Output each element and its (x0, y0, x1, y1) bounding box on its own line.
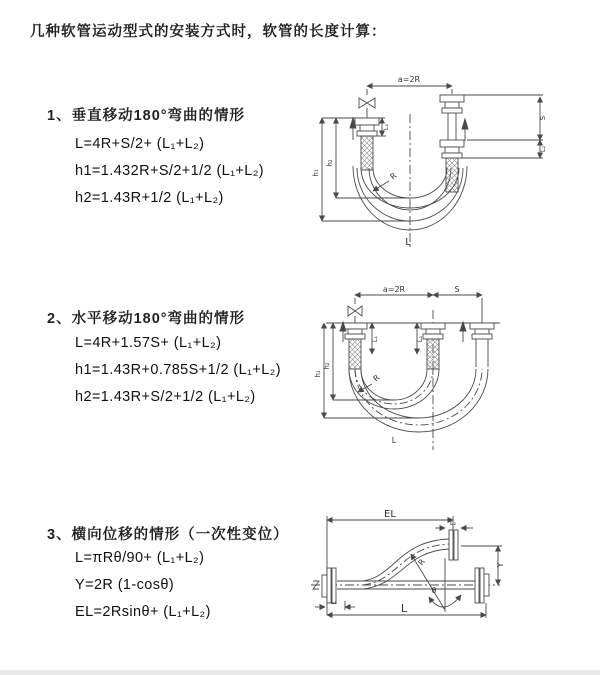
dim-label-l1: L₁ (330, 598, 338, 606)
pipe-assembly-right (470, 323, 494, 367)
section-2-formula-h2: h2=1.43R+S/2+1/2 (L₁+L₂) (75, 389, 256, 405)
dim-label-h2: h₂ (323, 362, 331, 370)
section-1-heading: 1、垂直移动180°弯曲的情形 (47, 108, 246, 124)
dim-label-el: EL (384, 509, 396, 520)
dim-label-a2r: a=2R (382, 285, 406, 294)
section-1-formula-h2: h2=1.43R+1/2 (L₁+L₂) (75, 190, 224, 206)
diagram-lateral-displacement (303, 502, 600, 670)
dim-label-r: R (371, 373, 382, 384)
dim-label-a2r: a=2R (397, 75, 421, 84)
dim-label-h1: h₁ (312, 169, 320, 177)
hose-arc (349, 369, 488, 432)
valve-icon (348, 306, 362, 323)
dim-label-s: S (539, 115, 547, 121)
flange-top-right (449, 530, 458, 560)
pipe-assembly-middle (421, 323, 445, 369)
dim-label-l2: L₂ (539, 145, 547, 153)
section-3-formula-Y: Y=2R (1-cosθ) (75, 577, 175, 593)
diagram-horizontal-bend (310, 282, 590, 474)
dim-label-r: R (388, 171, 399, 182)
section-2-formula-L: L=4R+1.57S+ (L₁+L₂) (75, 335, 222, 351)
braided-hose-section (361, 136, 373, 170)
dim-label-l: L (405, 237, 411, 248)
hose-centerline-curve (363, 544, 449, 585)
section-2-heading: 2、水平移动180°弯曲的情形 (47, 311, 246, 327)
dim-label-s: S (454, 285, 460, 294)
dim-label-h1: h₁ (314, 370, 322, 378)
hose-curve (363, 549, 449, 589)
braided-hose-section (446, 158, 458, 192)
dim-label-l1: L₁ (371, 335, 379, 343)
section-1-formula-h1: h1=1.432R+S/2+1/2 (L₁+L₂) (75, 163, 265, 179)
flange-lower-right (475, 568, 489, 603)
dim-label-r: R (416, 557, 428, 568)
section-3-formula-EL: EL=2Rsinθ+ (L₁+L₂) (75, 604, 211, 620)
dim-label-l2: L₂ (416, 335, 424, 343)
dim-label-l1: L₁ (382, 123, 390, 131)
dim-label-theta: θ (431, 586, 437, 595)
diagram-vertical-bend (312, 68, 584, 263)
section-3-formula-L: L=πRθ/90+ (L₁+L₂) (75, 550, 205, 566)
section-2-formula-h1: h1=1.43R+0.785S+1/2 (L₁+L₂) (75, 362, 281, 378)
section-1-formula-L: L=4R+S/2+ (L₁+L₂) (75, 136, 205, 152)
dim-label-l: L (391, 436, 397, 445)
valve-icon (359, 98, 375, 118)
section-3-heading: 3、横向位移的情形（一次性变位） (47, 527, 289, 543)
dim-label-y: Y (496, 562, 505, 568)
page-bottom-edge (0, 670, 600, 675)
pipe-assembly-left (343, 323, 367, 369)
page-title: 几种软管运动型式的安装方式时，软管的长度计算： (30, 24, 387, 40)
dim-label-l: L (400, 602, 408, 615)
dim-label-l2: L₂ (449, 519, 457, 527)
dim-label-h2: h₂ (326, 159, 334, 167)
